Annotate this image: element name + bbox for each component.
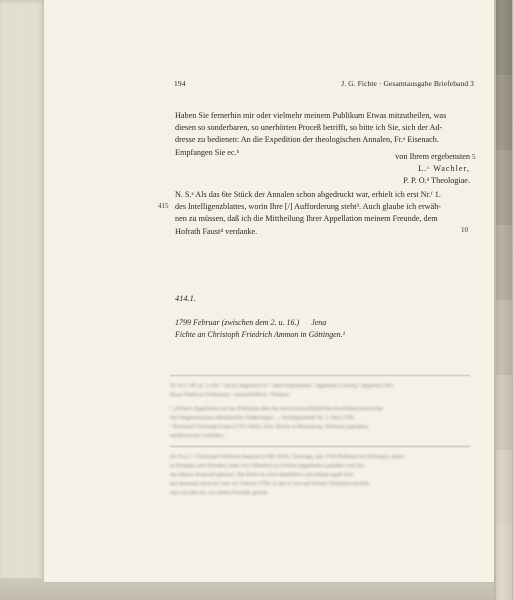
text-line: dresse zu bedienen: An die Expedition der theologischen Annalen, Fr.ᵃ Eisenach.: [175, 135, 439, 145]
text-line: Hofrath Faust⁴ verdanke.: [175, 226, 258, 236]
signoff-line: von Ihrem ergebensten: [395, 152, 470, 161]
text-line: des Intelligenzblattes, worin Ihre [/] Aufforderung steht³. Auch glaube ich erwäh-: [175, 202, 442, 212]
color-patch: [496, 150, 512, 225]
page-number: 194: [174, 79, 186, 88]
letter-heading: [175, 317, 345, 340]
text-line: nen zu müssen, daß ich die Mittheilung Ihrer Appellation meinem Freunde, dem: [175, 214, 438, 224]
apparatus-line: ³ „Fichte's Appellation an das Publikum über die durch ein kurfürstliches Konfiskationsrescript: [170, 406, 383, 412]
signer-name: L.ᶜ Wachler,: [418, 164, 470, 174]
running-head: [174, 79, 474, 91]
apparatus-rule: [170, 375, 470, 376]
page-break-marker: 415: [158, 202, 169, 210]
apparatus-block-2: [170, 405, 470, 441]
letter-date-line: 1799 Februar (zwischen dem 2. u. 16.) Jena: [175, 318, 327, 327]
text-line: Empfangen Sie ec.ᵇ: [175, 147, 240, 157]
line-number-10: 10: [461, 226, 468, 234]
line-number-5: 5: [472, 153, 476, 161]
book-page-edges: [0, 0, 46, 600]
text-line: diesen so sonderbaren, so unerhörten Proceß betrifft, so bitte ich Sie, sich der Ad-: [175, 123, 443, 133]
color-patch: [496, 375, 512, 450]
apparatus-line: Zu 413, 5ff. (Z. 1-10): ᵃ davon abgekürzt Fr. ᵇ dem Ergebensten ᶜ abgekürzt Ludwig ᵈ abgekürzt Pro-: [170, 383, 395, 389]
text-line: N. S.ᵉ Als das 6te Stück der Annalen schon abgedruckt war, erhielt ich erst Nr.ᶠ 1.: [175, 190, 441, 199]
running-head-title: J. G. Fichte · Gesamtausgabe Briefeband 3: [341, 79, 474, 88]
apparatus-line: medizinischer Schriften.: [170, 433, 225, 439]
apparatus-rule: [170, 446, 470, 447]
apparatus-line: und von ihm als von einem Freunde spricht.: [170, 490, 269, 496]
color-patch: [496, 300, 512, 375]
color-patch: [496, 225, 512, 300]
text-line: Haben Sie fernerhin mir oder vielmehr meinem Publikum Etwas mitzutheilen, was: [175, 111, 447, 120]
apparatus-line: fessor Publicus Ordinarius ᵉ nachschriftlich ᶠ Numero: [170, 392, 290, 398]
apparatus-block-3: [170, 453, 470, 498]
signer-title: P. P. O.ᵈ Theologiae.: [403, 176, 470, 186]
apparatus-line: in Erlangen und Dresden; hatte sich öffentlich zu Fichtes Appellation geäußert und ihn: [170, 463, 364, 469]
apparatus-line: ⁴ Bernhard Christoph Faust (1755-1842), Arzt, Hofrat in Bückeburg, Verfasser populärer: [170, 424, 369, 430]
signature-block: [350, 151, 470, 188]
letter-number: 414.1.: [175, 294, 196, 303]
apparatus-line: aus Ammons Antwort vom 16. Februar 1799, in der er sich auf Fichtes Schreiben bezieht: [170, 481, 370, 487]
color-patch: [496, 0, 512, 75]
apparatus-line: ihm beigemessenen atheistischen Äußerungen ..., Intelligenzblatt Nr. 1, Jena 1799.: [170, 415, 355, 421]
color-patch: [496, 450, 512, 525]
color-patch: [496, 75, 512, 150]
apparatus-line: Zu 414,1: ¹ Christoph Friedrich Ammon (1766-1850), Theologe, seit 1794 Professor in Göttingen, später: [170, 454, 405, 460]
letter-address-line: Fichte an Christoph Friedrich Ammon in Göttingen.¹: [175, 329, 346, 339]
color-calibration-strip: [496, 0, 512, 600]
apparatus-block-1: [170, 382, 470, 400]
color-patch: [496, 525, 512, 600]
paragraph-postscript: [175, 189, 457, 238]
apparatus-line: um nähere Auskunft gebeten. Der Brief ist nicht überliefert; sein Inhalt ergibt sich: [170, 472, 354, 478]
